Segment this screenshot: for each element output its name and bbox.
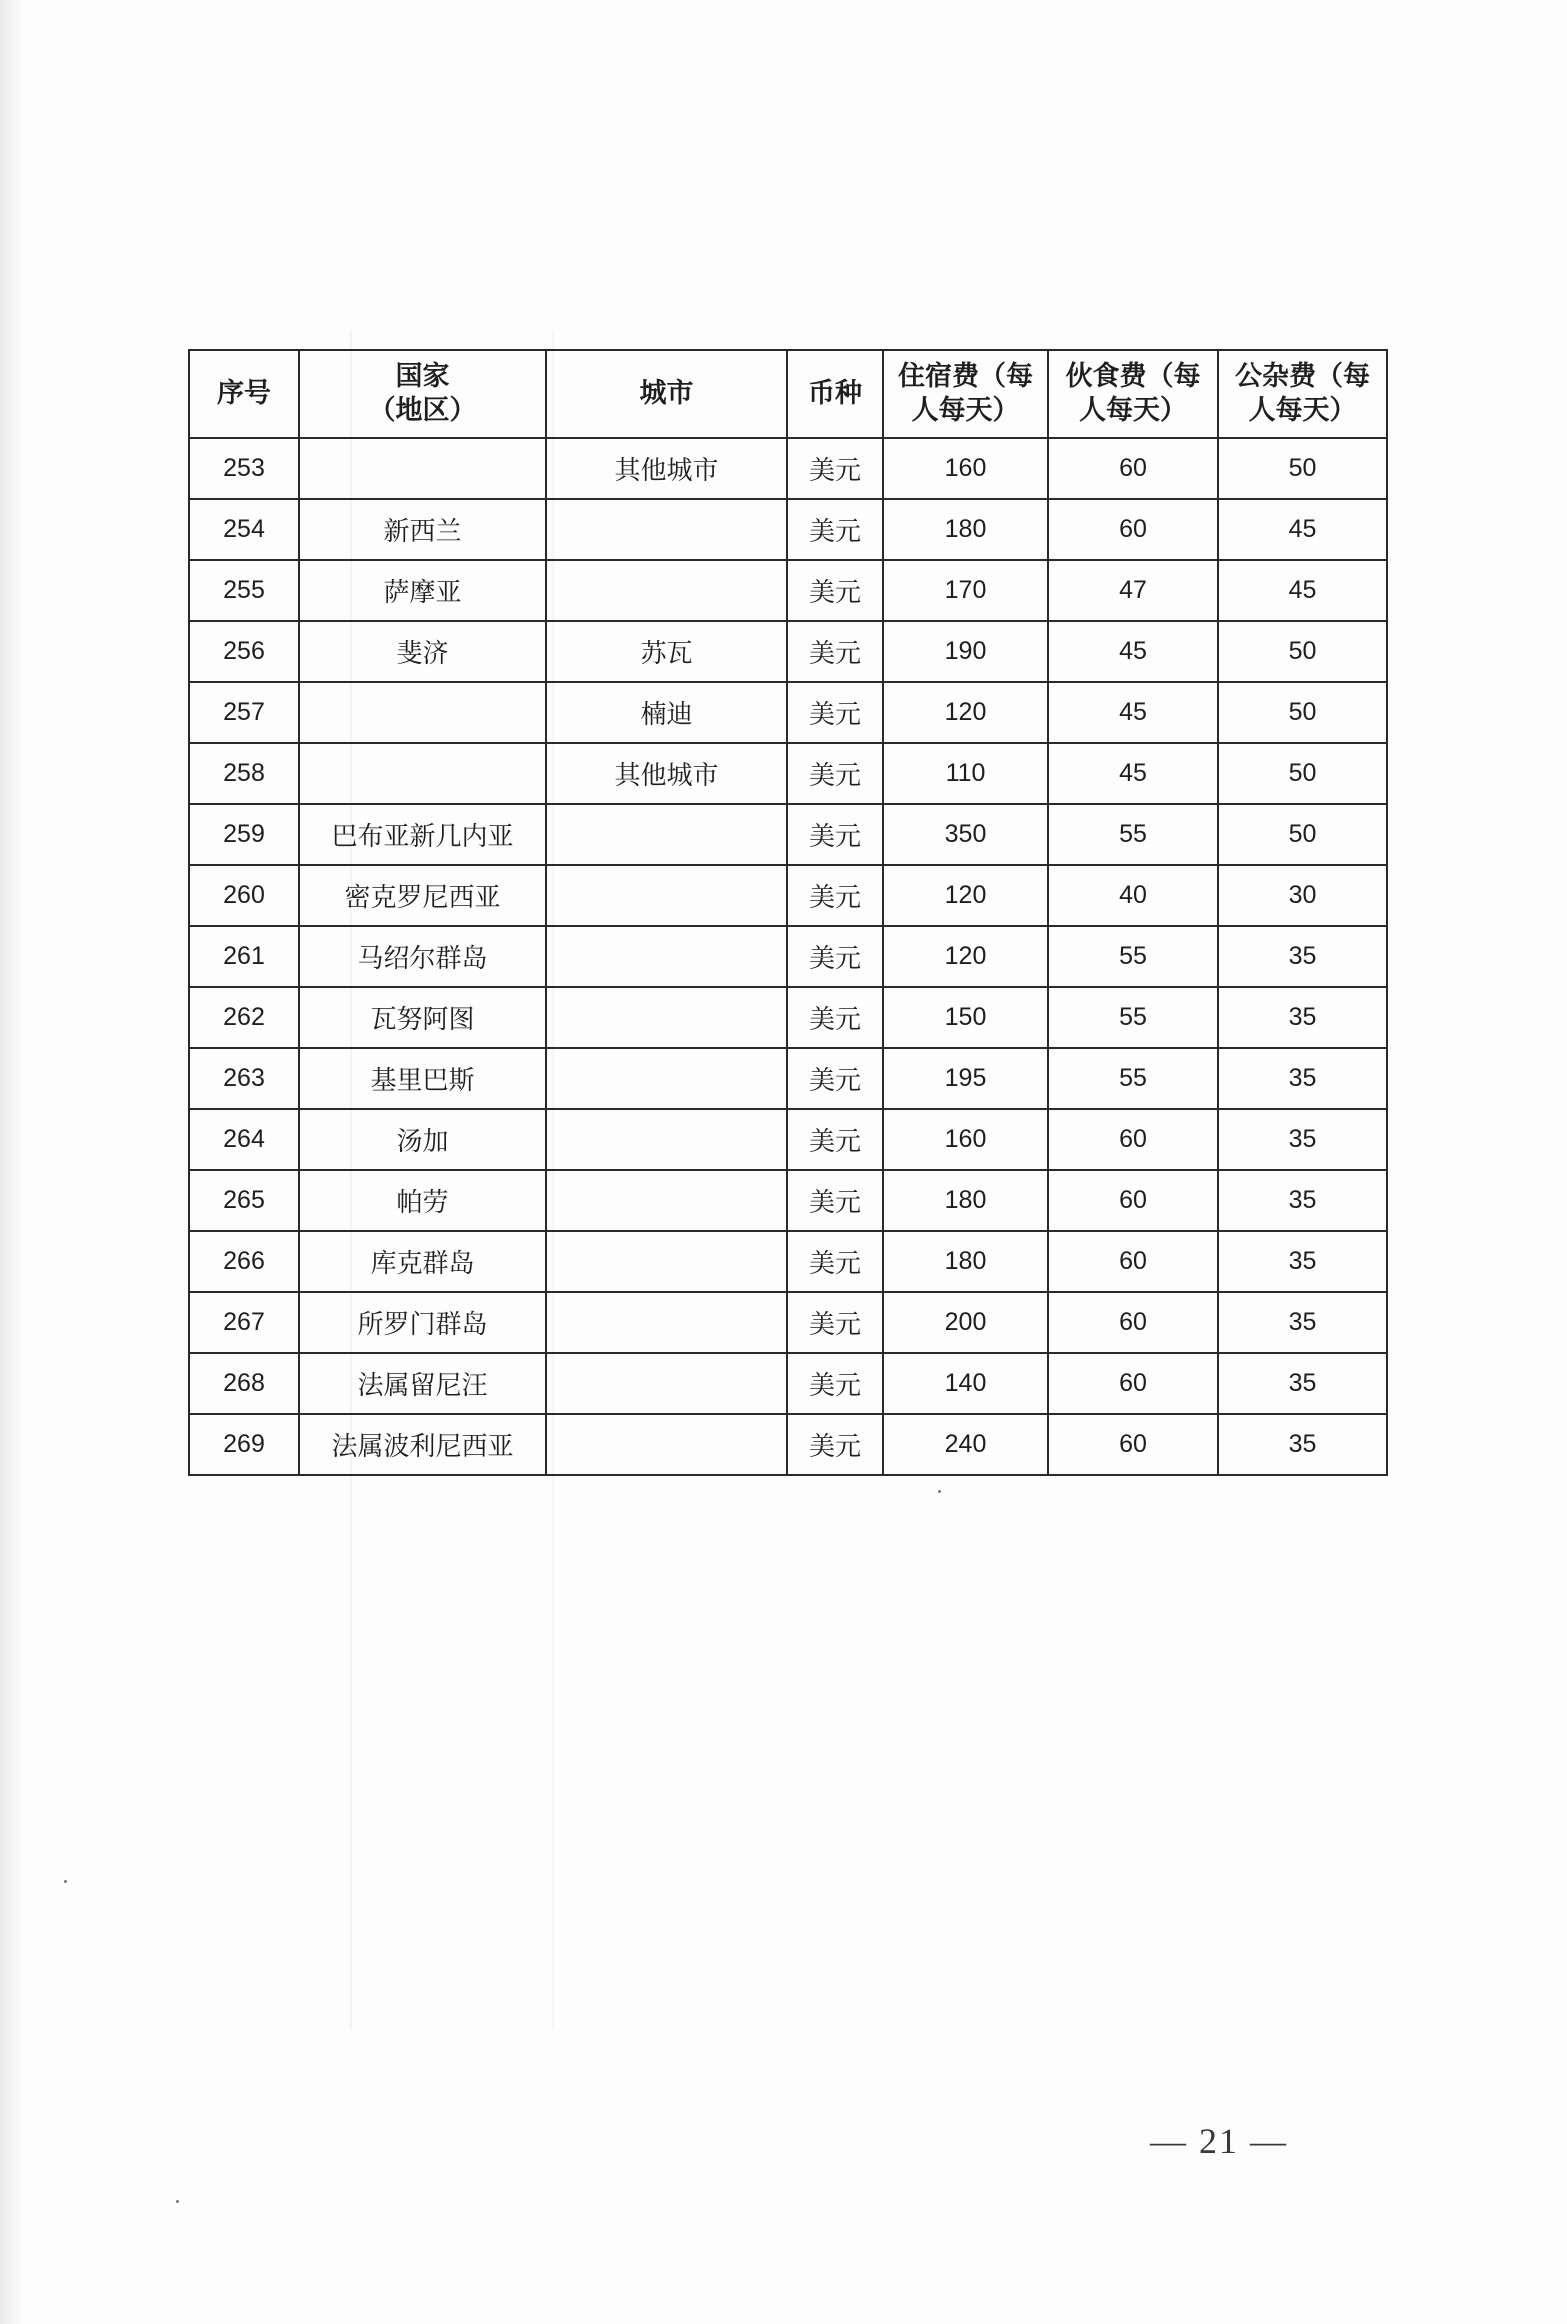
header-id: 序号 <box>189 350 299 438</box>
cell-food: 60 <box>1048 1170 1218 1231</box>
header-city: 城市 <box>546 350 787 438</box>
cell-city <box>546 1414 787 1475</box>
header-country-line1: 国家 <box>395 361 450 392</box>
scan-speck <box>64 1880 67 1883</box>
cell-lodging: 195 <box>883 1048 1048 1109</box>
table-row <box>189 560 1387 621</box>
cell-currency: 美元 <box>787 987 883 1048</box>
page-number: — 21 — <box>1150 2121 1288 2161</box>
cell-currency: 美元 <box>787 682 883 743</box>
cell-country <box>299 682 546 743</box>
table-row <box>189 865 1387 926</box>
cell-id: 256 <box>189 621 299 682</box>
cell-country: 新西兰 <box>299 499 546 560</box>
cell-food: 60 <box>1048 438 1218 499</box>
header-country-line2: （地区） <box>368 395 477 426</box>
table-row <box>189 804 1387 865</box>
header-food <box>1048 350 1218 438</box>
cell-misc: 50 <box>1218 438 1387 499</box>
cell-lodging: 140 <box>883 1353 1048 1414</box>
cell-misc: 30 <box>1218 865 1387 926</box>
cell-food: 40 <box>1048 865 1218 926</box>
cell-lodging: 150 <box>883 987 1048 1048</box>
cell-id: 263 <box>189 1048 299 1109</box>
cell-lodging: 110 <box>883 743 1048 804</box>
cell-lodging: 120 <box>883 682 1048 743</box>
table-row <box>189 682 1387 743</box>
cell-city <box>546 987 787 1048</box>
table-row <box>189 1109 1387 1170</box>
cell-id: 258 <box>189 743 299 804</box>
cell-country: 瓦努阿图 <box>299 987 546 1048</box>
cell-misc: 35 <box>1218 1170 1387 1231</box>
cell-misc: 50 <box>1218 743 1387 804</box>
cell-city <box>546 560 787 621</box>
cell-city: 楠迪 <box>546 682 787 743</box>
cell-country: 法属波利尼西亚 <box>299 1414 546 1475</box>
cell-id: 267 <box>189 1292 299 1353</box>
cell-misc: 45 <box>1218 499 1387 560</box>
cell-country: 帕劳 <box>299 1170 546 1231</box>
cell-food: 60 <box>1048 499 1218 560</box>
cell-food: 60 <box>1048 1414 1218 1475</box>
cell-city <box>546 804 787 865</box>
table-row <box>189 621 1387 682</box>
cell-food: 45 <box>1048 743 1218 804</box>
header-currency: 币种 <box>787 350 883 438</box>
cell-city: 其他城市 <box>546 743 787 804</box>
cell-misc: 35 <box>1218 1353 1387 1414</box>
cell-currency: 美元 <box>787 743 883 804</box>
cell-lodging: 240 <box>883 1414 1048 1475</box>
table-row <box>189 438 1387 499</box>
cell-city <box>546 1231 787 1292</box>
cell-city: 苏瓦 <box>546 621 787 682</box>
cell-misc: 35 <box>1218 1414 1387 1475</box>
cell-currency: 美元 <box>787 1414 883 1475</box>
cell-city: 其他城市 <box>546 438 787 499</box>
cell-id: 269 <box>189 1414 299 1475</box>
cell-food: 45 <box>1048 621 1218 682</box>
cell-currency: 美元 <box>787 1231 883 1292</box>
cell-city <box>546 1292 787 1353</box>
cell-lodging: 180 <box>883 499 1048 560</box>
scan-speck <box>176 2200 179 2203</box>
cell-lodging: 120 <box>883 865 1048 926</box>
cell-currency: 美元 <box>787 1048 883 1109</box>
header-food-line1: 伙食费（每 <box>1065 361 1201 392</box>
cell-country <box>299 438 546 499</box>
cell-lodging: 350 <box>883 804 1048 865</box>
cell-misc: 45 <box>1218 560 1387 621</box>
cell-misc: 35 <box>1218 987 1387 1048</box>
cell-id: 268 <box>189 1353 299 1414</box>
header-lodging-line2: 人每天） <box>911 395 1020 426</box>
table-row <box>189 1292 1387 1353</box>
cell-country: 所罗门群岛 <box>299 1292 546 1353</box>
cell-food: 55 <box>1048 987 1218 1048</box>
table-row <box>189 743 1387 804</box>
cell-misc: 35 <box>1218 1048 1387 1109</box>
cell-id: 257 <box>189 682 299 743</box>
cell-currency: 美元 <box>787 438 883 499</box>
cell-lodging: 160 <box>883 1109 1048 1170</box>
table-row <box>189 987 1387 1048</box>
cell-food: 60 <box>1048 1231 1218 1292</box>
cell-id: 262 <box>189 987 299 1048</box>
cell-lodging: 180 <box>883 1170 1048 1231</box>
cell-id: 260 <box>189 865 299 926</box>
cell-misc: 35 <box>1218 926 1387 987</box>
cell-id: 255 <box>189 560 299 621</box>
cell-country: 法属留尼汪 <box>299 1353 546 1414</box>
cell-id: 253 <box>189 438 299 499</box>
cell-lodging: 120 <box>883 926 1048 987</box>
cell-misc: 35 <box>1218 1231 1387 1292</box>
cell-lodging: 160 <box>883 438 1048 499</box>
cell-food: 55 <box>1048 804 1218 865</box>
table-header-row <box>189 350 1387 438</box>
cell-country: 马绍尔群岛 <box>299 926 546 987</box>
cell-food: 55 <box>1048 1048 1218 1109</box>
cell-lodging: 180 <box>883 1231 1048 1292</box>
cell-lodging: 200 <box>883 1292 1048 1353</box>
cell-misc: 35 <box>1218 1292 1387 1353</box>
cell-food: 55 <box>1048 926 1218 987</box>
cell-lodging: 190 <box>883 621 1048 682</box>
header-lodging <box>883 350 1048 438</box>
cell-country: 斐济 <box>299 621 546 682</box>
cell-city <box>546 865 787 926</box>
header-lodging-line1: 住宿费（每 <box>898 361 1033 392</box>
header-misc-line1: 公杂费（每 <box>1235 361 1370 392</box>
cell-id: 254 <box>189 499 299 560</box>
table-row <box>189 1353 1387 1414</box>
table-row <box>189 1414 1387 1475</box>
cell-country: 密克罗尼西亚 <box>299 865 546 926</box>
scan-speck <box>938 1490 941 1493</box>
cell-country: 基里巴斯 <box>299 1048 546 1109</box>
cell-food: 60 <box>1048 1353 1218 1414</box>
cell-city <box>546 926 787 987</box>
cell-currency: 美元 <box>787 621 883 682</box>
cell-food: 60 <box>1048 1109 1218 1170</box>
cell-currency: 美元 <box>787 1170 883 1231</box>
cell-misc: 35 <box>1218 1109 1387 1170</box>
cell-country: 萨摩亚 <box>299 560 546 621</box>
cell-currency: 美元 <box>787 499 883 560</box>
page-edge-shadow <box>0 0 24 2324</box>
cell-id: 265 <box>189 1170 299 1231</box>
header-misc-line2: 人每天） <box>1248 395 1357 426</box>
cell-city <box>546 1109 787 1170</box>
cell-misc: 50 <box>1218 621 1387 682</box>
header-food-line2: 人每天） <box>1079 395 1187 426</box>
cell-country <box>299 743 546 804</box>
cell-id: 266 <box>189 1231 299 1292</box>
table-body <box>189 438 1387 1475</box>
cell-misc: 50 <box>1218 682 1387 743</box>
cell-currency: 美元 <box>787 1292 883 1353</box>
cell-currency: 美元 <box>787 804 883 865</box>
cell-country: 库克群岛 <box>299 1231 546 1292</box>
cell-country: 汤加 <box>299 1109 546 1170</box>
cell-misc: 50 <box>1218 804 1387 865</box>
cell-currency: 美元 <box>787 865 883 926</box>
cell-currency: 美元 <box>787 1109 883 1170</box>
cell-id: 261 <box>189 926 299 987</box>
cell-city <box>546 1170 787 1231</box>
cell-food: 47 <box>1048 560 1218 621</box>
cell-city <box>546 499 787 560</box>
header-misc <box>1218 350 1387 438</box>
cell-currency: 美元 <box>787 1353 883 1414</box>
cell-lodging: 170 <box>883 560 1048 621</box>
allowance-rates-table <box>188 349 1388 1476</box>
table-row <box>189 499 1387 560</box>
cell-id: 259 <box>189 804 299 865</box>
cell-currency: 美元 <box>787 560 883 621</box>
cell-food: 60 <box>1048 1292 1218 1353</box>
cell-food: 45 <box>1048 682 1218 743</box>
cell-currency: 美元 <box>787 926 883 987</box>
table-row <box>189 1170 1387 1231</box>
cell-id: 264 <box>189 1109 299 1170</box>
cell-city <box>546 1048 787 1109</box>
table-row <box>189 1048 1387 1109</box>
table-row <box>189 926 1387 987</box>
header-country <box>299 350 546 438</box>
cell-city <box>546 1353 787 1414</box>
table-row <box>189 1231 1387 1292</box>
cell-country: 巴布亚新几内亚 <box>299 804 546 865</box>
